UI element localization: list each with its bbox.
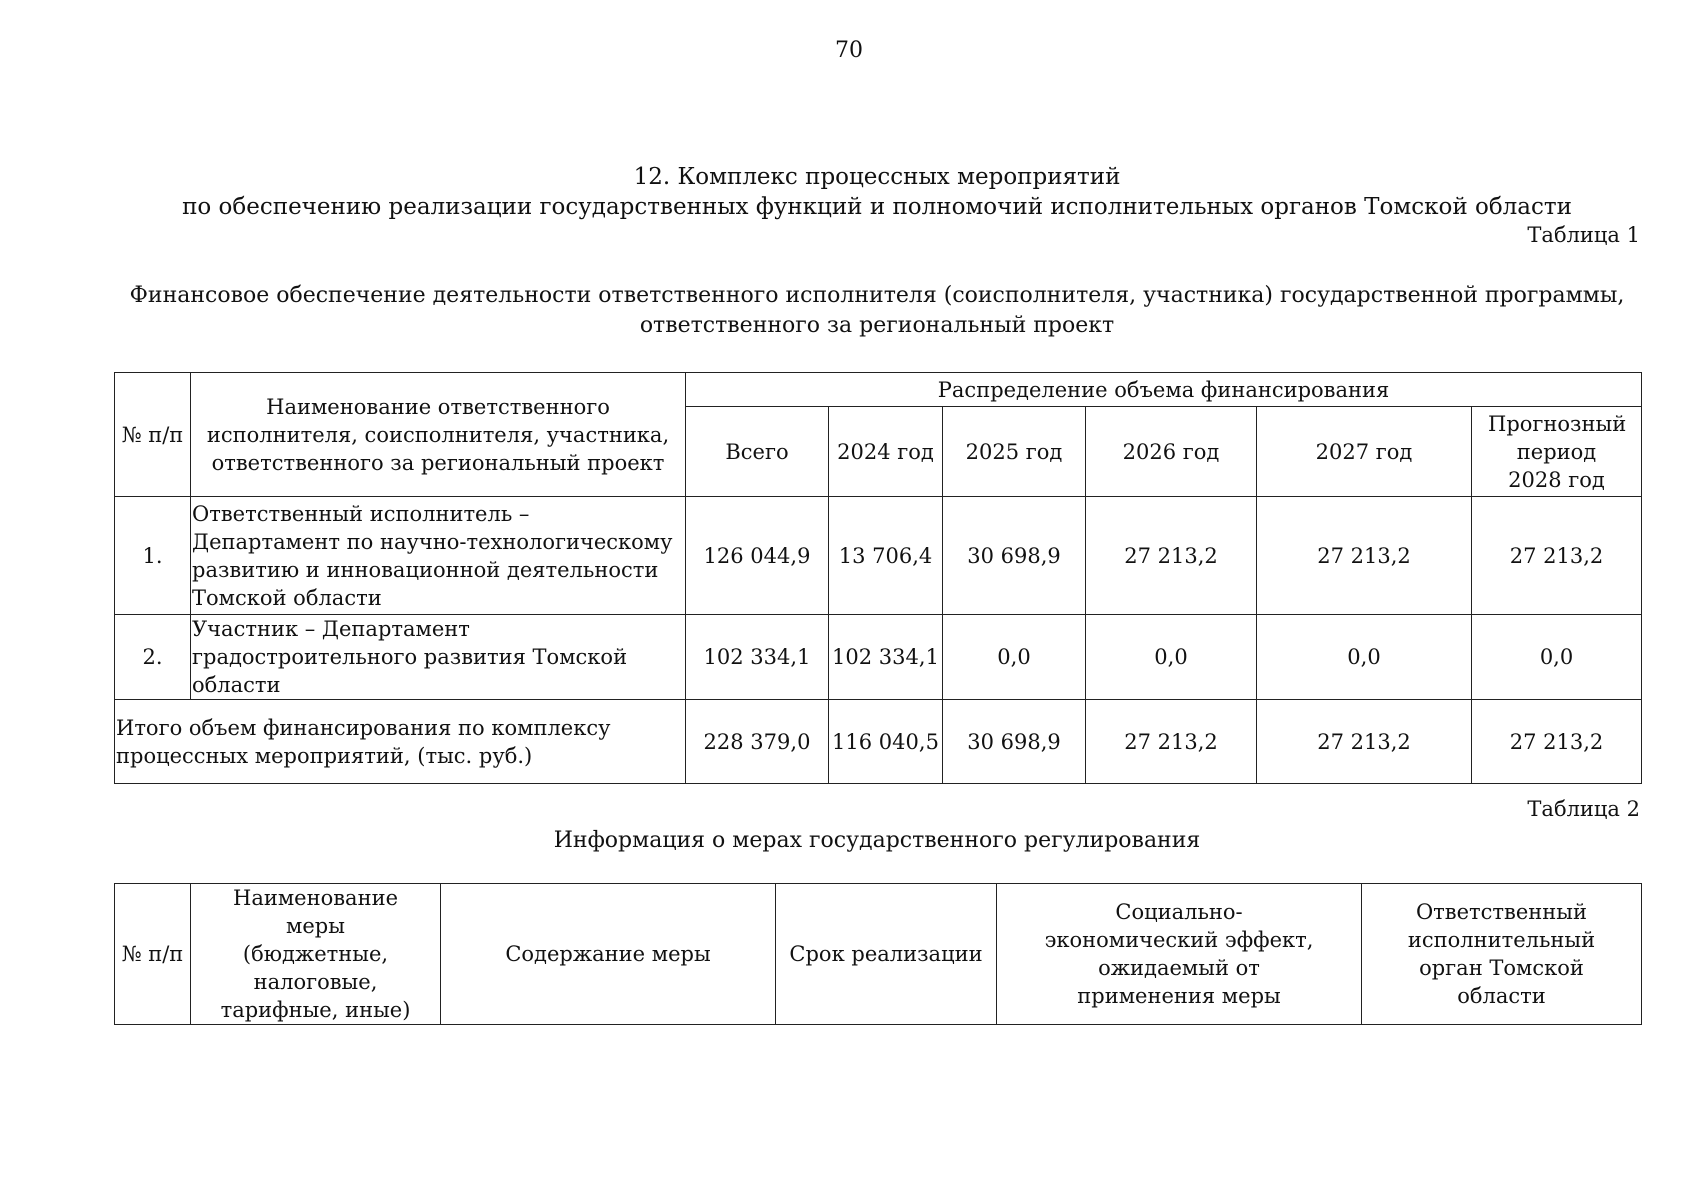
total-forecast: 27 213,2 [1472,700,1642,784]
header-name: Наименование ответственного исполнителя, соисполнителя, участника, ответственного за региональный проект [191,373,686,497]
table2-header-row [115,884,1642,1025]
header-total: Всего [686,407,829,497]
header-effect: Социально-экономический эффект, ожидаемый от применения меры [997,884,1362,1025]
row-total: 126 044,9 [686,497,829,615]
header-num: № п/п [115,884,191,1025]
row-num: 2. [115,615,191,700]
regulation-table [114,883,1642,1025]
table1-label: Таблица 1 [1527,223,1640,247]
row-2025: 0,0 [943,615,1086,700]
header-2027: 2027 год [1257,407,1472,497]
section-title-line2: по обеспечению реализации государственных функций и полномочий исполнительных органов Томской области [182,194,1572,220]
row-forecast: 27 213,2 [1472,497,1642,615]
total-2026: 27 213,2 [1086,700,1257,784]
header-distribution: Распределение объема финансирования [686,373,1642,407]
header-measure-name: Наименование меры (бюджетные, налоговые, тарифные, иные) [191,884,441,1025]
total-2024: 116 040,5 [829,700,943,784]
header-content: Содержание меры [441,884,776,1025]
row-2027: 0,0 [1257,615,1472,700]
header-2024: 2024 год [829,407,943,497]
table2-title: Информация о мерах государственного регулирования [553,828,1201,853]
row-2026: 27 213,2 [1086,497,1257,615]
row-num: 1. [115,497,191,615]
table-row [115,497,1642,615]
header-2025: 2025 год [943,407,1086,497]
row-name: Ответственный исполнитель – Департамент по научно-технологическому развитию и инновационной деятельности Томской области [191,497,686,615]
section-title [114,162,1640,222]
total-row [115,700,1642,784]
financing-table [114,372,1642,784]
table2-label: Таблица 2 [1527,797,1640,821]
header-responsible: Ответственный исполнительный орган Томской области [1362,884,1642,1025]
header-2026: 2026 год [1086,407,1257,497]
total-total: 228 379,0 [686,700,829,784]
page-number: 70 [835,38,863,63]
table1-header-row [115,373,1642,407]
header-num: № п/п [115,373,191,497]
table1-title-line2: ответственного за региональный проект [639,313,1115,338]
header-term: Срок реализации [776,884,997,1025]
table1-title [114,281,1640,341]
row-2024: 13 706,4 [829,497,943,615]
row-2024: 102 334,1 [829,615,943,700]
row-2027: 27 213,2 [1257,497,1472,615]
total-2027: 27 213,2 [1257,700,1472,784]
row-2025: 30 698,9 [943,497,1086,615]
section-title-line1: 12. Комплекс процессных мероприятий [633,164,1121,190]
table-row [115,615,1642,700]
row-total: 102 334,1 [686,615,829,700]
total-label: Итого объем финансирования по комплексу процессных мероприятий, (тыс. руб.) [115,700,686,784]
row-2026: 0,0 [1086,615,1257,700]
row-name: Участник – Департамент градостроительного развития Томской области [191,615,686,700]
row-forecast: 0,0 [1472,615,1642,700]
total-2025: 30 698,9 [943,700,1086,784]
header-forecast: Прогнозный период 2028 год [1472,407,1642,497]
table1-title-line1: Финансовое обеспечение деятельности ответственного исполнителя (соисполнителя, участника) государственной программы, [129,283,1625,308]
